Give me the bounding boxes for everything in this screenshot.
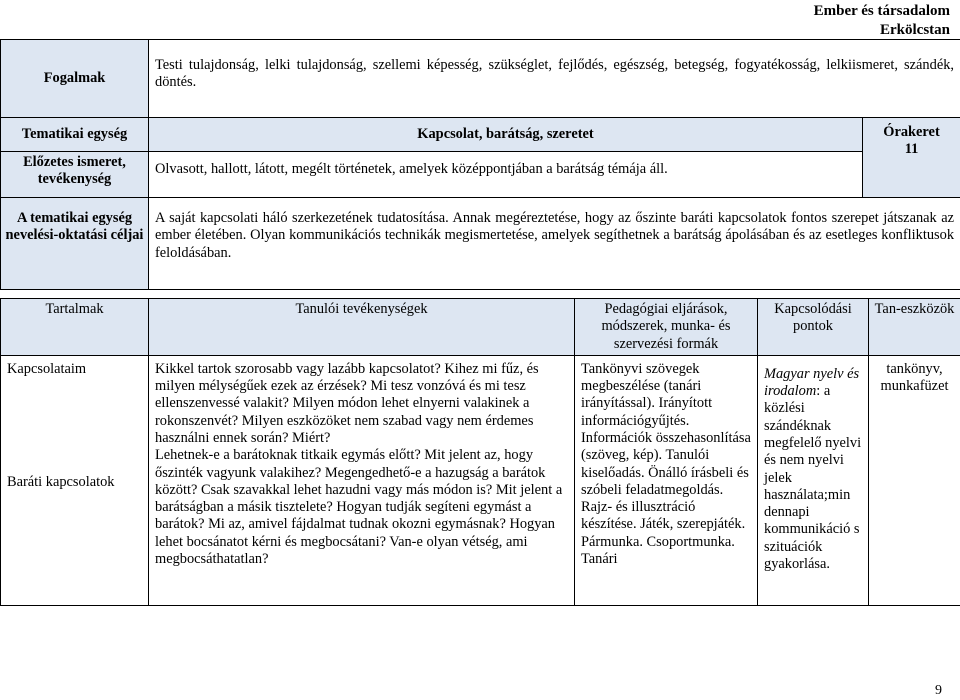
tartalmak-cell [1,355,149,605]
fogalmak-text: Testi tulajdonság, lelki tulajdonság, szellemi képesség, szükséglet, fejlődés, egészség, betegség, fogyatékosság, lelkiismeret, szándék, döntés. [155,57,955,91]
connections-description: : a közlési szándéknak megfelelő nyelvi és nem nyelvi jelek használata;min dennapi kommunikáció s szituációk gyakorlása. [764,383,862,572]
header-tanuloi [149,299,575,356]
header-tartalmak [1,299,149,356]
tartalom-barati-kapcsolatok: Baráti kapcsolatok [7,474,115,491]
connections-text [764,366,864,573]
elozetes-label: Előzetes ismeret, tevékenység [23,154,126,188]
fogalmak-text-cell [149,40,960,118]
header-tartalmak-text: Tartalmak [45,301,104,317]
orakeret-value: 11 [904,141,919,158]
connections-cell [758,355,869,605]
activities-1: Kikkel tartok szorosabb vagy lazább kapcsolatot? Kihez mi fűz, és milyen mélységűek ezek az érzések? Mi tesz vonzóvá és mi tesz ellenszenvessé valakit? Milyen módon lehet elnyerni valakinek a rokonszenvét? Milyen eszközöket nem szabad vagy nem érdemes használni ennek során? Miért? [155,360,539,446]
header-tanuloi-text: Tanulói tevékenységek [295,301,428,317]
header-kapcsolodasi-text: Kapcsolódási pontok [774,301,852,335]
subject-line-2: Erkölcstan [879,22,950,38]
celjai-text-cell [149,198,960,290]
elozetes-text-cell [149,152,863,198]
fogalmak-label-cell [1,40,149,118]
page-number: 9 [935,683,942,698]
header-pedagogiai [575,299,758,356]
fogalmak-label: Fogalmak [43,69,106,86]
header-pedagogiai-text: Pedagógiai eljárások, módszerek, munka- és szervezési formák [601,301,731,352]
celjai-label-cell [1,198,149,290]
activities-2: Lehetnek-e a barátoknak titkaik egymás előtt? Mit jelent az, hogy őszinték vagyunk valakihez? Megengedhető-e a hazugság a barátok között? Csak szavakkal lehet hazudni vagy más módon is? Mit jelent a barátságban a másik tisztelete? Hogyan tudják segíteni egymást a barátok? Mi az, amivel fájdalmat tudnak okozni egymásnak? Hogyan lehet bocsánatot kérni és megbocsátani? Van-e olyan vétség, ami megbocsáthatatlan? [155,447,563,567]
methods-text: Tankönyvi szövegek megbeszélése (tanári irányítással). Irányított információgyűjtés. Információk összehasonlítása (szöveg, kép). Tanulói kiselőadás. Önálló írásbeli és szóbeli feladatmegoldás. Rajz- és illusztráció készítése. Játék, szerepjáték. Pármunka. Csoportmunka. Tanári [581,360,751,567]
unit-overview-table [0,39,960,290]
elozetes-text: Olvasott, hallott, látott, megélt történetek, amelyek középpontjában a barátság témája áll. [155,161,668,177]
celjai-label: A tematikai egység nevelési-oktatási céljai [5,210,144,244]
subject-header [814,2,950,40]
celjai-text: A saját kapcsolati háló szerkezetének tudatosítása. Annak megéreztetése, hogy az őszinte baráti kapcsolatok fontos szerepet játszanak az ember életében. Olyan kommunikációs technikák megismertetése, amelyek segíthetnek a barátság ápolásában és az esetleges konfliktusok feloldásában. [155,210,955,261]
orakeret-cell [863,118,960,198]
activities-cell [149,355,575,605]
tematikai-egyseg-title: Kapcsolat, barátság, szeretet [417,126,594,142]
tematikai-egyseg-title-cell [149,118,863,152]
elozetes-label-cell [1,152,149,198]
connections-subject: Magyar nyelv és irodalom [764,365,860,400]
methods-cell [575,355,758,605]
header-taneszkozok-text: Tan-eszközök [874,301,955,317]
content-table [0,298,960,606]
tartalom-kapcsolataim: Kapcsolataim [7,360,87,377]
tematikai-egyseg-label: Tematikai egység [21,126,128,142]
tools-text: tankönyv, munkafüzet [880,360,949,395]
tematikai-egyseg-label-cell [1,118,149,152]
header-kapcsolodasi [758,299,869,356]
subject-line-1: Ember és társadalom [813,3,950,19]
tools-cell [869,355,960,605]
orakeret-label: Órakeret [883,124,940,140]
header-taneszkozok [869,299,960,356]
